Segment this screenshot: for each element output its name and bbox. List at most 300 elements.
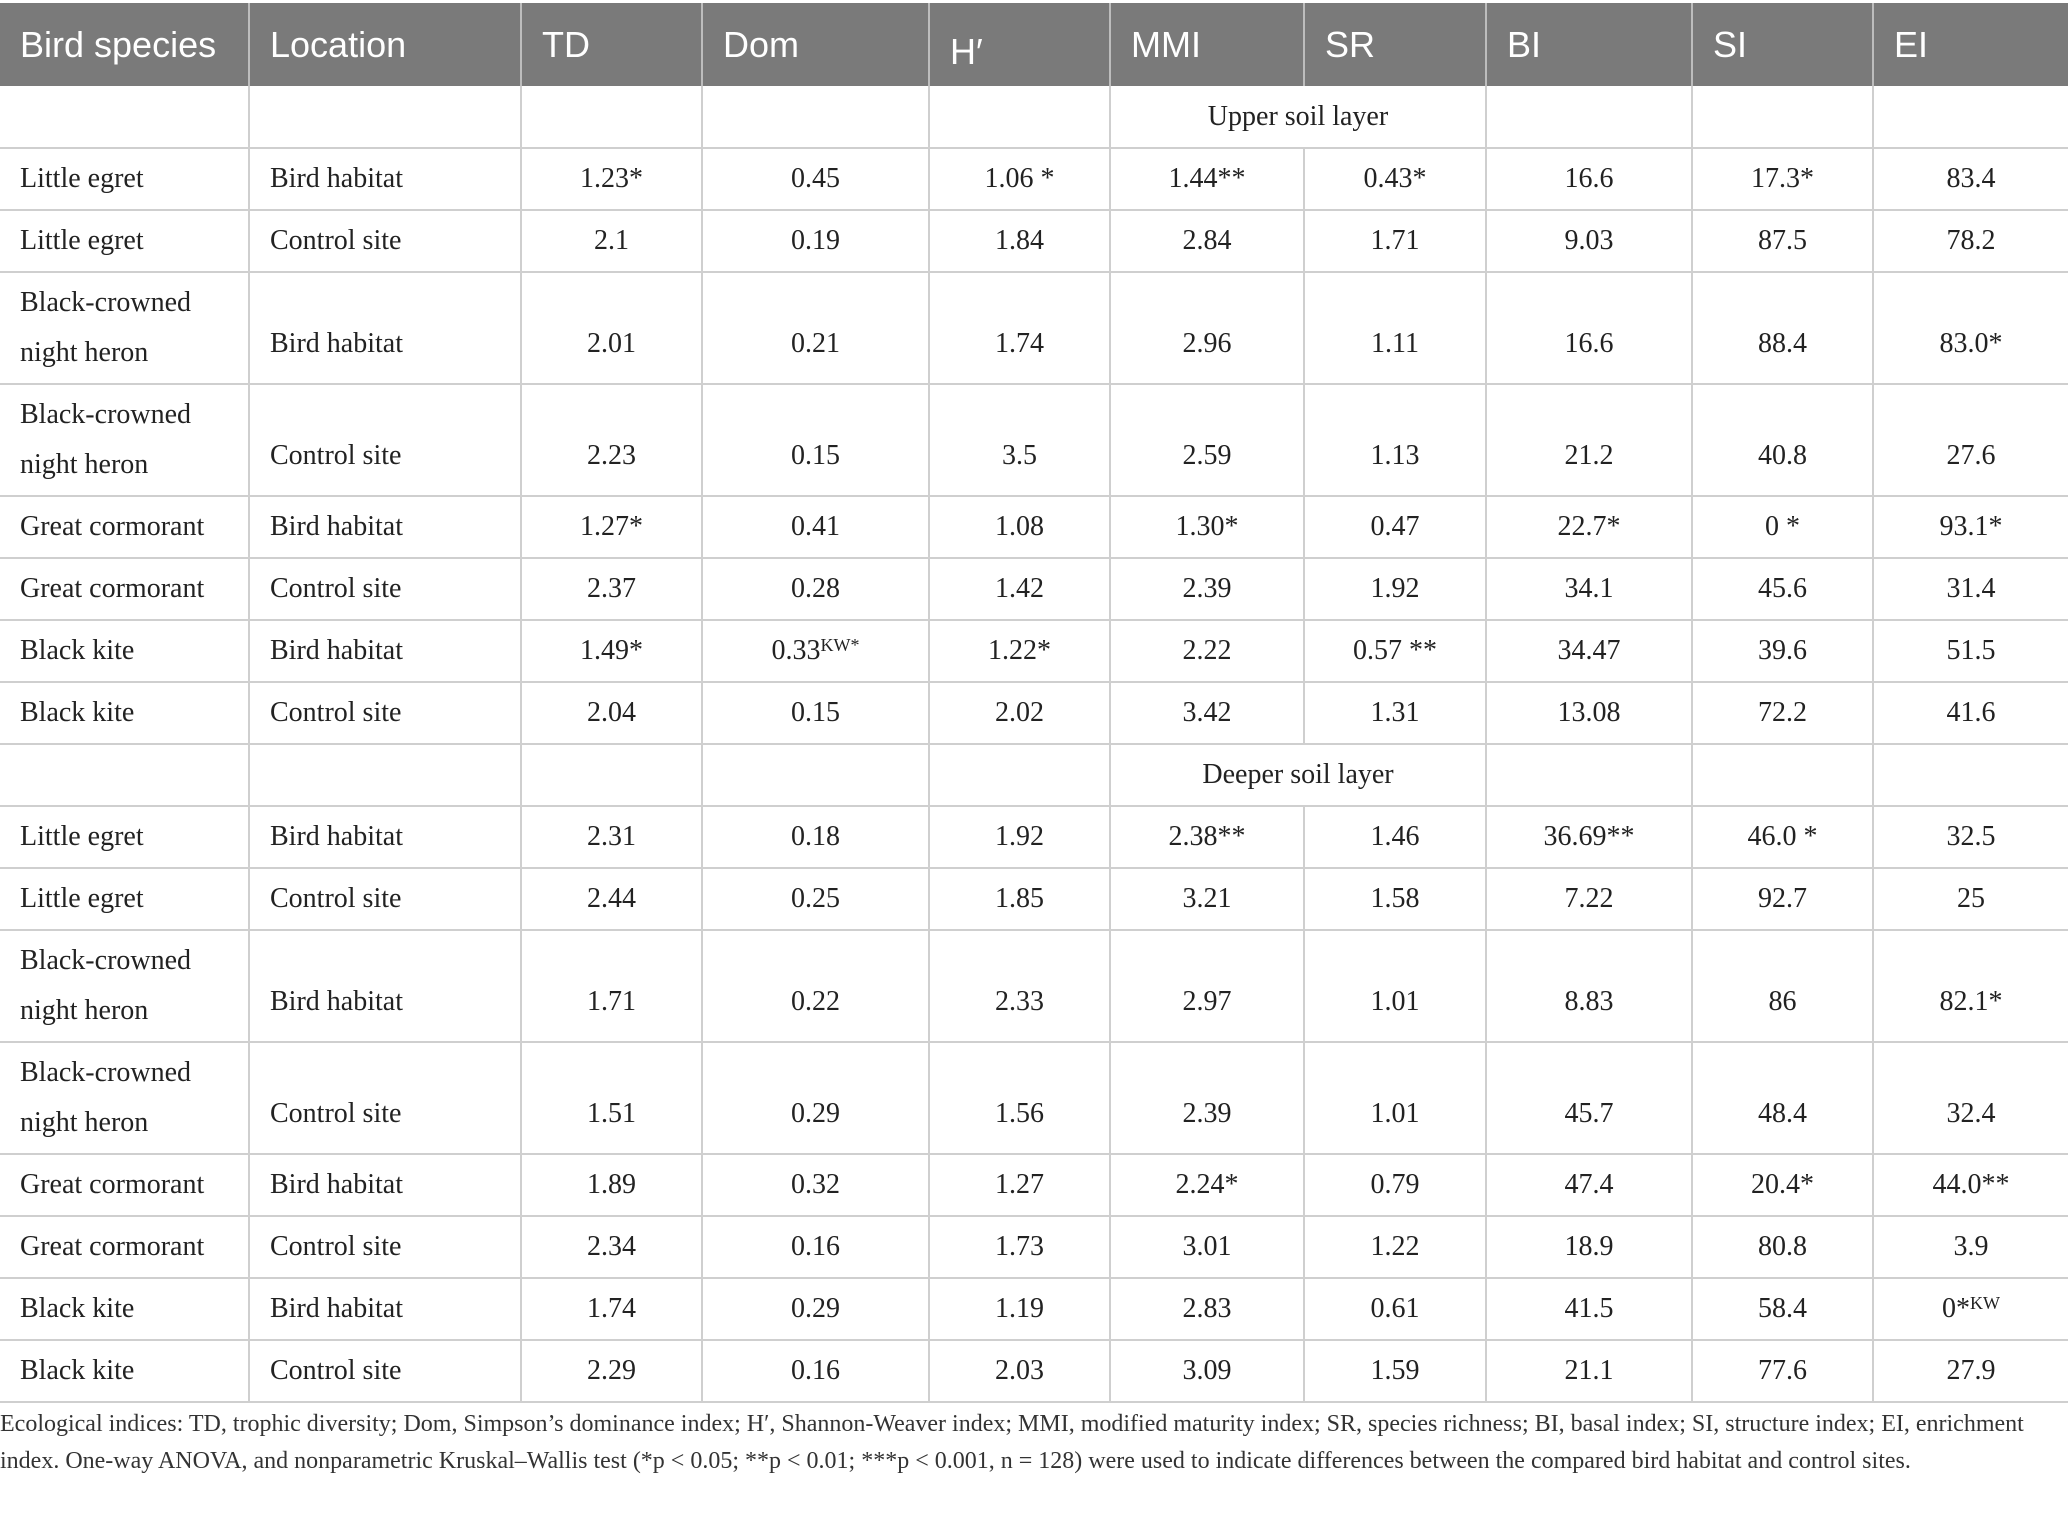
table-body bbox=[0, 86, 2068, 1402]
value-text: 1.23* bbox=[580, 163, 643, 194]
bi-value-cell bbox=[1486, 1154, 1692, 1216]
mmi-value-cell bbox=[1110, 1340, 1304, 1402]
value-text: 44.0** bbox=[1932, 1169, 2010, 1200]
table-row bbox=[0, 384, 2068, 496]
td-value-cell bbox=[521, 384, 702, 496]
value-text: 0.41 bbox=[791, 511, 840, 542]
bi-value-cell bbox=[1486, 1278, 1692, 1340]
sr-value-cell bbox=[1304, 620, 1486, 682]
value-text: 0.19 bbox=[791, 225, 840, 256]
si-value-cell bbox=[1692, 210, 1873, 272]
dom-value-cell bbox=[702, 1340, 929, 1402]
table-row bbox=[0, 682, 2068, 744]
header-row bbox=[0, 3, 2068, 86]
value-text: 0.21 bbox=[791, 328, 840, 359]
header-mmi: MMI bbox=[1110, 3, 1304, 86]
location-cell: Control site bbox=[249, 1042, 521, 1154]
value-text: 34.47 bbox=[1557, 635, 1621, 666]
value-text: 78.2 bbox=[1946, 225, 1996, 256]
td-value-cell bbox=[521, 1154, 702, 1216]
value-text: 0.28 bbox=[791, 573, 840, 604]
empty-cell bbox=[1692, 744, 1873, 806]
empty-cell bbox=[521, 86, 702, 148]
location-cell: Control site bbox=[249, 1340, 521, 1402]
value-text: 3.09 bbox=[1182, 1355, 1232, 1386]
value-text: 92.7 bbox=[1758, 883, 1807, 914]
value-text: 1.74 bbox=[587, 1293, 636, 1324]
value-text: 1.27* bbox=[580, 511, 643, 542]
header-si: SI bbox=[1692, 3, 1873, 86]
bi-value-cell bbox=[1486, 868, 1692, 930]
mmi-value-cell bbox=[1110, 1042, 1304, 1154]
sr-value-cell bbox=[1304, 682, 1486, 744]
location-cell: Bird habitat bbox=[249, 1278, 521, 1340]
value-text: 83.0* bbox=[1939, 328, 2003, 359]
sr-value-cell bbox=[1304, 868, 1486, 930]
value-text: 2.83 bbox=[1182, 1293, 1232, 1324]
value-text: 2.22 bbox=[1182, 635, 1232, 666]
value-text: 0.16 bbox=[791, 1231, 840, 1262]
empty-cell bbox=[1486, 86, 1692, 148]
value-text: 93.1* bbox=[1939, 511, 2003, 542]
value-text: 0.43* bbox=[1363, 163, 1427, 194]
value-text: 34.1 bbox=[1564, 573, 1614, 604]
value-text: 0.57 ** bbox=[1353, 635, 1437, 666]
value-text: 1.27 bbox=[995, 1169, 1044, 1200]
h-prime-value-cell bbox=[929, 806, 1110, 868]
empty-cell bbox=[1873, 744, 2068, 806]
dom-value-cell bbox=[702, 148, 929, 210]
ei-value-cell bbox=[1873, 1216, 2068, 1278]
value-text: 0.29 bbox=[791, 1098, 840, 1129]
ei-value-cell bbox=[1873, 210, 2068, 272]
ei-value-cell bbox=[1873, 1042, 2068, 1154]
location-cell: Control site bbox=[249, 1216, 521, 1278]
td-value-cell bbox=[521, 148, 702, 210]
td-value-cell bbox=[521, 272, 702, 384]
h-prime-value-cell bbox=[929, 1278, 1110, 1340]
value-text: 2.38** bbox=[1168, 821, 1246, 852]
value-text: 22.7* bbox=[1557, 511, 1621, 542]
h-prime-value-cell bbox=[929, 1340, 1110, 1402]
mmi-value-cell bbox=[1110, 496, 1304, 558]
si-value-cell bbox=[1692, 1216, 1873, 1278]
sr-value-cell bbox=[1304, 1340, 1486, 1402]
table-row bbox=[0, 1042, 2068, 1154]
td-value-cell bbox=[521, 1278, 702, 1340]
value-text: 0.79 bbox=[1370, 1169, 1420, 1200]
location-cell: Control site bbox=[249, 682, 521, 744]
value-text: 2.1 bbox=[594, 225, 629, 256]
value-text: 83.4 bbox=[1946, 163, 1996, 194]
value-superscript: KW bbox=[1970, 1293, 2000, 1313]
value-text: 1.92 bbox=[1370, 573, 1420, 604]
value-text: 0.32 bbox=[791, 1169, 840, 1200]
ei-value-cell bbox=[1873, 868, 2068, 930]
dom-value-cell bbox=[702, 868, 929, 930]
value-text: 45.7 bbox=[1564, 1098, 1614, 1129]
species-cell: Black kite bbox=[0, 682, 249, 744]
value-text: 1.19 bbox=[995, 1293, 1044, 1324]
td-value-cell bbox=[521, 1340, 702, 1402]
empty-cell bbox=[249, 744, 521, 806]
si-value-cell bbox=[1692, 272, 1873, 384]
sr-value-cell bbox=[1304, 496, 1486, 558]
header-location: Location bbox=[249, 3, 521, 86]
td-value-cell bbox=[521, 868, 702, 930]
si-value-cell bbox=[1692, 930, 1873, 1042]
value-text: 18.9 bbox=[1564, 1231, 1614, 1262]
table-row bbox=[0, 1278, 2068, 1340]
value-text: 1.22 bbox=[1370, 1231, 1420, 1262]
value-text: 2.29 bbox=[587, 1355, 636, 1386]
empty-cell bbox=[0, 86, 249, 148]
td-value-cell bbox=[521, 1042, 702, 1154]
value-text: 1.84 bbox=[995, 225, 1044, 256]
value-text: 13.08 bbox=[1557, 697, 1621, 728]
h-prime-value-cell bbox=[929, 930, 1110, 1042]
sr-value-cell bbox=[1304, 806, 1486, 868]
empty-cell bbox=[0, 744, 249, 806]
table-row bbox=[0, 1154, 2068, 1216]
value-text: 1.31 bbox=[1370, 697, 1420, 728]
table-row bbox=[0, 210, 2068, 272]
mmi-value-cell bbox=[1110, 1278, 1304, 1340]
ei-value-cell bbox=[1873, 1278, 2068, 1340]
si-value-cell bbox=[1692, 496, 1873, 558]
ei-value-cell bbox=[1873, 930, 2068, 1042]
value-text: 0.18 bbox=[791, 821, 840, 852]
empty-cell bbox=[929, 744, 1110, 806]
dom-value-cell bbox=[702, 1216, 929, 1278]
species-cell: Black kite bbox=[0, 1278, 249, 1340]
si-value-cell bbox=[1692, 558, 1873, 620]
value-text: 1.22* bbox=[988, 635, 1051, 666]
table-row bbox=[0, 620, 2068, 682]
empty-cell bbox=[249, 86, 521, 148]
ei-value-cell bbox=[1873, 558, 2068, 620]
value-text: 20.4* bbox=[1751, 1169, 1814, 1200]
mmi-value-cell bbox=[1110, 806, 1304, 868]
header-dom: Dom bbox=[702, 3, 929, 86]
species-cell: Great cormorant bbox=[0, 1216, 249, 1278]
species-cell: Black kite bbox=[0, 620, 249, 682]
ei-value-cell bbox=[1873, 384, 2068, 496]
species-cell: Little egret bbox=[0, 806, 249, 868]
section-header-row bbox=[0, 86, 2068, 148]
dom-value-cell bbox=[702, 558, 929, 620]
table-row bbox=[0, 148, 2068, 210]
mmi-value-cell bbox=[1110, 1216, 1304, 1278]
value-text: 3.01 bbox=[1182, 1231, 1232, 1262]
value-text: 1.51 bbox=[587, 1098, 636, 1129]
dom-value-cell bbox=[702, 930, 929, 1042]
si-value-cell bbox=[1692, 682, 1873, 744]
value-text: 0* bbox=[1942, 1293, 1970, 1324]
bi-value-cell bbox=[1486, 496, 1692, 558]
bi-value-cell bbox=[1486, 1216, 1692, 1278]
value-text: 2.01 bbox=[587, 328, 636, 359]
value-text: 2.59 bbox=[1182, 440, 1232, 471]
dom-value-cell bbox=[702, 384, 929, 496]
dom-value-cell bbox=[702, 1278, 929, 1340]
value-text: 1.56 bbox=[995, 1098, 1044, 1129]
value-text: 80.8 bbox=[1758, 1231, 1807, 1262]
td-value-cell bbox=[521, 1216, 702, 1278]
location-cell: Bird habitat bbox=[249, 806, 521, 868]
h-prime-value-cell bbox=[929, 272, 1110, 384]
value-text: 17.3* bbox=[1751, 163, 1814, 194]
value-text: 1.44** bbox=[1168, 163, 1246, 194]
header-td: TD bbox=[521, 3, 702, 86]
species-cell: Great cormorant bbox=[0, 558, 249, 620]
h-prime-value-cell bbox=[929, 1042, 1110, 1154]
value-text: 51.5 bbox=[1946, 635, 1996, 666]
location-cell: Control site bbox=[249, 384, 521, 496]
value-text: 0.45 bbox=[791, 163, 840, 194]
value-text: 2.39 bbox=[1182, 573, 1232, 604]
bi-value-cell bbox=[1486, 272, 1692, 384]
bi-value-cell bbox=[1486, 384, 1692, 496]
value-text: 2.96 bbox=[1182, 328, 1232, 359]
location-cell: Bird habitat bbox=[249, 1154, 521, 1216]
mmi-value-cell bbox=[1110, 868, 1304, 930]
si-value-cell bbox=[1692, 1042, 1873, 1154]
sr-value-cell bbox=[1304, 1154, 1486, 1216]
td-value-cell bbox=[521, 620, 702, 682]
species-cell: Little egret bbox=[0, 148, 249, 210]
sr-value-cell bbox=[1304, 930, 1486, 1042]
value-text: 2.03 bbox=[995, 1355, 1044, 1386]
value-text: 1.30* bbox=[1175, 511, 1239, 542]
species-cell: Great cormorant bbox=[0, 1154, 249, 1216]
value-superscript: KW* bbox=[820, 635, 860, 655]
mmi-value-cell bbox=[1110, 148, 1304, 210]
value-text: 1.71 bbox=[587, 986, 636, 1017]
value-text: 0.29 bbox=[791, 1293, 840, 1324]
header-bi: BI bbox=[1486, 3, 1692, 86]
value-text: 1.08 bbox=[995, 511, 1044, 542]
table-row bbox=[0, 868, 2068, 930]
location-cell: Bird habitat bbox=[249, 496, 521, 558]
value-text: 1.74 bbox=[995, 328, 1044, 359]
value-text: 0.15 bbox=[791, 440, 840, 471]
value-text: 2.97 bbox=[1182, 986, 1232, 1017]
td-value-cell bbox=[521, 496, 702, 558]
mmi-value-cell bbox=[1110, 384, 1304, 496]
h-prime-value-cell bbox=[929, 868, 1110, 930]
location-cell: Bird habitat bbox=[249, 148, 521, 210]
mmi-value-cell bbox=[1110, 1154, 1304, 1216]
section-title: Deeper soil layer bbox=[1110, 744, 1486, 806]
ei-value-cell bbox=[1873, 1340, 2068, 1402]
value-text: 2.23 bbox=[587, 440, 636, 471]
value-text: 21.2 bbox=[1564, 440, 1614, 471]
bi-value-cell bbox=[1486, 806, 1692, 868]
sr-value-cell bbox=[1304, 558, 1486, 620]
dom-value-cell bbox=[702, 806, 929, 868]
value-text: 2.84 bbox=[1182, 225, 1232, 256]
dom-value-cell bbox=[702, 272, 929, 384]
species-cell: Great cormorant bbox=[0, 496, 249, 558]
ei-value-cell bbox=[1873, 806, 2068, 868]
value-text: 1.85 bbox=[995, 883, 1044, 914]
ei-value-cell bbox=[1873, 148, 2068, 210]
value-text: 1.92 bbox=[995, 821, 1044, 852]
value-text: 41.6 bbox=[1946, 697, 1996, 728]
bi-value-cell bbox=[1486, 1042, 1692, 1154]
value-text: 0.47 bbox=[1370, 511, 1420, 542]
sr-value-cell bbox=[1304, 1278, 1486, 1340]
si-value-cell bbox=[1692, 384, 1873, 496]
bi-value-cell bbox=[1486, 148, 1692, 210]
td-value-cell bbox=[521, 682, 702, 744]
bi-value-cell bbox=[1486, 1340, 1692, 1402]
value-text: 48.4 bbox=[1758, 1098, 1807, 1129]
table-row bbox=[0, 930, 2068, 1042]
dom-value-cell bbox=[702, 210, 929, 272]
h-prime-value-cell bbox=[929, 1216, 1110, 1278]
value-text: 0.15 bbox=[791, 697, 840, 728]
value-text: 36.69** bbox=[1543, 821, 1635, 852]
header-sr: SR bbox=[1304, 3, 1486, 86]
value-text: 2.31 bbox=[587, 821, 636, 852]
mmi-value-cell bbox=[1110, 930, 1304, 1042]
dom-value-cell bbox=[702, 496, 929, 558]
td-value-cell bbox=[521, 210, 702, 272]
value-text: 1.89 bbox=[587, 1169, 636, 1200]
sr-value-cell bbox=[1304, 384, 1486, 496]
sr-value-cell bbox=[1304, 1216, 1486, 1278]
species-cell: Black-crowned night heron bbox=[0, 930, 249, 1042]
value-text: 25 bbox=[1957, 883, 1985, 914]
header-ei: EI bbox=[1873, 3, 2068, 86]
value-text: 58.4 bbox=[1758, 1293, 1807, 1324]
value-text: 1.58 bbox=[1370, 883, 1420, 914]
value-text: 86 bbox=[1768, 986, 1797, 1017]
species-cell: Little egret bbox=[0, 210, 249, 272]
value-text: 0.33 bbox=[771, 635, 821, 666]
value-text: 21.1 bbox=[1564, 1355, 1614, 1386]
value-text: 1.73 bbox=[995, 1231, 1044, 1262]
species-cell: Little egret bbox=[0, 868, 249, 930]
location-cell: Bird habitat bbox=[249, 272, 521, 384]
sr-value-cell bbox=[1304, 272, 1486, 384]
bi-value-cell bbox=[1486, 558, 1692, 620]
value-text: 0 * bbox=[1765, 511, 1800, 542]
value-text: 8.83 bbox=[1564, 986, 1614, 1017]
empty-cell bbox=[521, 744, 702, 806]
h-prime-value-cell bbox=[929, 1154, 1110, 1216]
value-text: 0.16 bbox=[791, 1355, 840, 1386]
mmi-value-cell bbox=[1110, 620, 1304, 682]
value-text: 1.59 bbox=[1370, 1355, 1420, 1386]
ecological-indices-table bbox=[0, 3, 2068, 1403]
h-prime-value-cell bbox=[929, 148, 1110, 210]
value-text: 46.0 * bbox=[1747, 821, 1818, 852]
header-h-prime: H′ bbox=[929, 3, 1110, 86]
value-text: 7.22 bbox=[1564, 883, 1614, 914]
dom-value-cell bbox=[702, 1154, 929, 1216]
value-text: 40.8 bbox=[1758, 440, 1807, 471]
bi-value-cell bbox=[1486, 620, 1692, 682]
value-text: 27.9 bbox=[1946, 1355, 1996, 1386]
value-text: 1.46 bbox=[1370, 821, 1420, 852]
h-prime-value-cell bbox=[929, 620, 1110, 682]
value-text: 1.71 bbox=[1370, 225, 1420, 256]
value-text: 0.25 bbox=[791, 883, 840, 914]
value-text: 2.24* bbox=[1175, 1169, 1239, 1200]
value-text: 32.5 bbox=[1946, 821, 1996, 852]
dom-value-cell bbox=[702, 682, 929, 744]
sr-value-cell bbox=[1304, 210, 1486, 272]
value-text: 3.5 bbox=[1002, 440, 1037, 471]
value-text: 77.6 bbox=[1758, 1355, 1807, 1386]
value-text: 45.6 bbox=[1758, 573, 1807, 604]
value-text: 3.21 bbox=[1182, 883, 1232, 914]
location-cell: Control site bbox=[249, 210, 521, 272]
location-cell: Control site bbox=[249, 868, 521, 930]
location-cell: Bird habitat bbox=[249, 620, 521, 682]
ei-value-cell bbox=[1873, 682, 2068, 744]
species-cell: Black-crowned night heron bbox=[0, 1042, 249, 1154]
table-row bbox=[0, 1340, 2068, 1402]
dom-value-cell bbox=[702, 1042, 929, 1154]
species-cell: Black-crowned night heron bbox=[0, 384, 249, 496]
mmi-value-cell bbox=[1110, 210, 1304, 272]
si-value-cell bbox=[1692, 1278, 1873, 1340]
mmi-value-cell bbox=[1110, 682, 1304, 744]
section-title: Upper soil layer bbox=[1110, 86, 1486, 148]
table-row bbox=[0, 496, 2068, 558]
empty-cell bbox=[702, 86, 929, 148]
h-prime-value-cell bbox=[929, 496, 1110, 558]
value-text: 2.34 bbox=[587, 1231, 636, 1262]
bi-value-cell bbox=[1486, 682, 1692, 744]
value-text: 47.4 bbox=[1564, 1169, 1614, 1200]
species-cell: Black-crowned night heron bbox=[0, 272, 249, 384]
table-row bbox=[0, 272, 2068, 384]
si-value-cell bbox=[1692, 1340, 1873, 1402]
sr-value-cell bbox=[1304, 148, 1486, 210]
mmi-value-cell bbox=[1110, 558, 1304, 620]
value-text: 72.2 bbox=[1758, 697, 1807, 728]
h-prime-value-cell bbox=[929, 210, 1110, 272]
value-text: 2.37 bbox=[587, 573, 636, 604]
empty-cell bbox=[1873, 86, 2068, 148]
table-row bbox=[0, 558, 2068, 620]
ei-value-cell bbox=[1873, 1154, 2068, 1216]
ei-value-cell bbox=[1873, 272, 2068, 384]
section-header-row bbox=[0, 744, 2068, 806]
value-text: 88.4 bbox=[1758, 328, 1807, 359]
value-text: 41.5 bbox=[1564, 1293, 1614, 1324]
value-text: 2.33 bbox=[995, 986, 1044, 1017]
bi-value-cell bbox=[1486, 930, 1692, 1042]
value-text: 2.44 bbox=[587, 883, 636, 914]
value-text: 2.04 bbox=[587, 697, 636, 728]
sr-value-cell bbox=[1304, 1042, 1486, 1154]
value-text: 39.6 bbox=[1758, 635, 1807, 666]
ei-value-cell bbox=[1873, 620, 2068, 682]
h-prime-value-cell bbox=[929, 558, 1110, 620]
value-text: 0.61 bbox=[1370, 1293, 1420, 1324]
value-text: 16.6 bbox=[1564, 328, 1614, 359]
si-value-cell bbox=[1692, 148, 1873, 210]
empty-cell bbox=[702, 744, 929, 806]
value-text: 9.03 bbox=[1564, 225, 1614, 256]
value-text: 0.22 bbox=[791, 986, 840, 1017]
